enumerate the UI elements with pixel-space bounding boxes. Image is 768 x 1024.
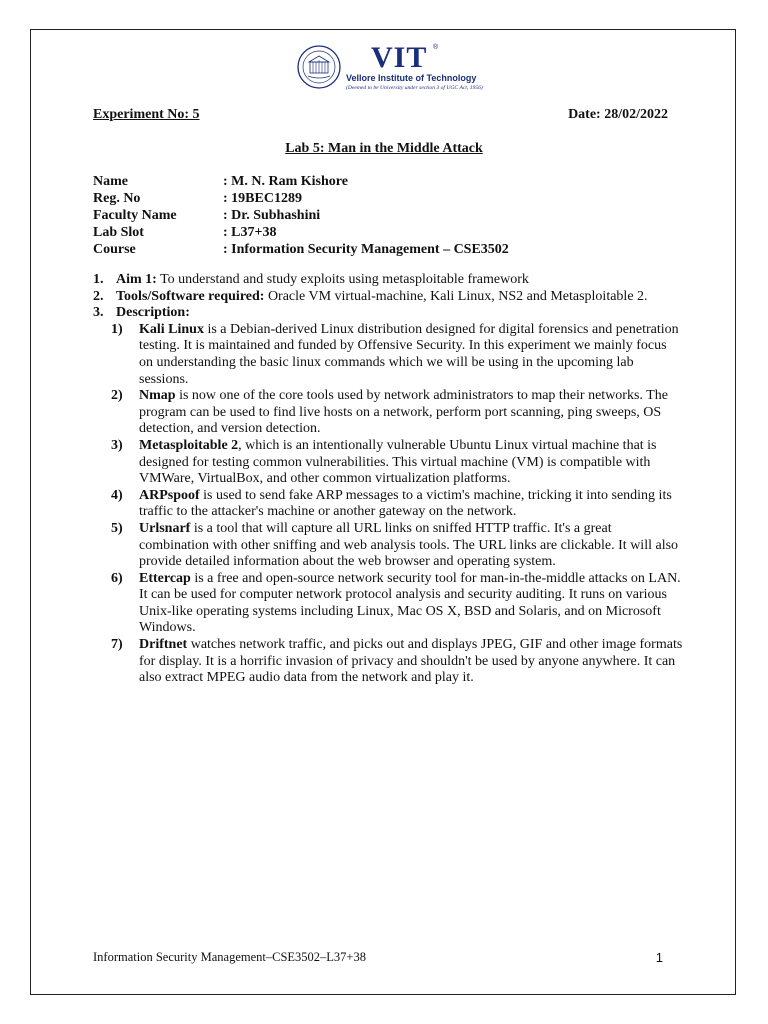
tool-description: is a Debian-derived Linux distribution designed for digital forensics and penetration testing. It is maintained and funded by Offensive Security. In this experiment we mainly focus on understanding the basic linux commands which we will be using in the upcoming lab sessions. (139, 321, 679, 387)
info-label: Reg. No (93, 191, 141, 206)
description-item (93, 571, 683, 637)
item-heading: Aim 1: (116, 272, 157, 287)
institute-tagline: (Deemed to be University under section 3 of UGC Act, 1956) (346, 85, 483, 91)
tool-name: Kali Linux (139, 321, 204, 337)
sub-list-number: 2) (111, 388, 123, 404)
description-list (93, 322, 683, 687)
item-text: Oracle VM virtual-machine, Kali Linux, NS2 and Metasploitable 2. (264, 288, 648, 304)
list-item-aim (93, 272, 683, 289)
sub-list-number: 7) (111, 637, 123, 653)
tool-name: Metasploitable 2 (139, 437, 239, 453)
description-item (93, 322, 683, 388)
tool-name: Driftnet (139, 637, 188, 653)
sub-list-number: 6) (111, 570, 123, 586)
description-item (93, 488, 683, 521)
info-value: : 19BEC1289 (223, 191, 302, 206)
tool-name: Ettercap (139, 570, 191, 586)
item-heading: Tools/Software required: (116, 288, 265, 304)
tool-description: , which is an intentionally vulnerable Ubuntu Linux virtual machine that is designed for testing common vulnerabilities. This virtual machine (VM) is compatible with VMWare, VirtualBox, and other common virtualization platforms. (139, 437, 657, 487)
list-number: 3. (93, 305, 104, 321)
sub-list-number: 3) (111, 437, 123, 453)
info-value: : Dr. Subhashini (223, 208, 321, 223)
item-text: To understand and study exploits using metasploitable framework (156, 272, 529, 287)
tool-name: ARPspoof (139, 487, 200, 503)
info-value: : M. N. Ram Kishore (223, 174, 348, 189)
footer-course-text: Information Security Management–CSE3502–L37+38 (93, 950, 366, 964)
tool-description: is a free and open-source network security tool for man-in-the-middle attacks on LAN. It can be used for computer network protocol analysis and security auditing. It runs on various Unix-like operating systems including Linux, Mac OS X, BSD and Solaris, and on Microsoft Windows. (139, 570, 681, 636)
experiment-date: Date: 28/02/2022 (568, 107, 668, 122)
list-number: 1. (93, 272, 104, 287)
tool-description: is now one of the core tools used by network administrators to map their networks. The program can be used to find live hosts on a network, perform port scanning, ping sweeps, OS detection, and version detection. (139, 388, 668, 437)
info-label: Name (93, 174, 128, 189)
document-body (93, 272, 683, 687)
info-label: Faculty Name (93, 208, 177, 223)
page-number: 1 (655, 950, 663, 965)
description-item (93, 438, 683, 488)
description-item (93, 521, 683, 571)
list-item-description (93, 305, 683, 322)
list-number: 2. (93, 288, 104, 304)
description-item (93, 388, 683, 438)
tool-description: is a tool that will capture all URL links on sniffed HTTP traffic. It's a great combination with other sniffing and web analysis tools. The URL links are clickable. It will also provide detailed information about the web browser and operating system. (139, 520, 679, 570)
description-item (93, 637, 683, 687)
page-footer (93, 950, 663, 965)
info-label: Course (93, 242, 136, 257)
institute-name: Vellore Institute of Technology (346, 73, 477, 83)
tool-description: watches network traffic, and picks out and displays JPEG, GIF and other image formats for display. It is a horrific invasion of privacy and shouldn't be used by anyone anywhere. It can also extract MPEG audio data from the network and play it. (139, 637, 683, 686)
university-seal-icon (296, 42, 342, 92)
logo-wordmark: VIT (371, 41, 428, 74)
registered-mark: ® (433, 44, 439, 51)
lab-title: Lab 5: Man in the Middle Attack (285, 141, 483, 156)
tool-description: is used to send fake ARP messages to a victim's machine, tricking it into sending its traffic to the attacker's machine or another gateway on the network. (139, 487, 672, 520)
sub-list-number: 5) (111, 520, 123, 536)
vit-logo (296, 41, 483, 94)
info-value: : L37+38 (223, 225, 277, 240)
experiment-row (93, 107, 668, 123)
info-value: : Information Security Management – CSE3502 (223, 242, 509, 257)
sub-list-number: 4) (111, 487, 123, 503)
tool-name: Urlsnarf (139, 520, 191, 536)
tool-name: Nmap (139, 388, 176, 404)
experiment-number: Experiment No: 5 (93, 107, 200, 122)
info-label: Lab Slot (93, 225, 144, 240)
sub-list-number: 1) (111, 321, 123, 337)
item-heading: Description: (116, 305, 190, 321)
list-item-tools (93, 289, 683, 306)
